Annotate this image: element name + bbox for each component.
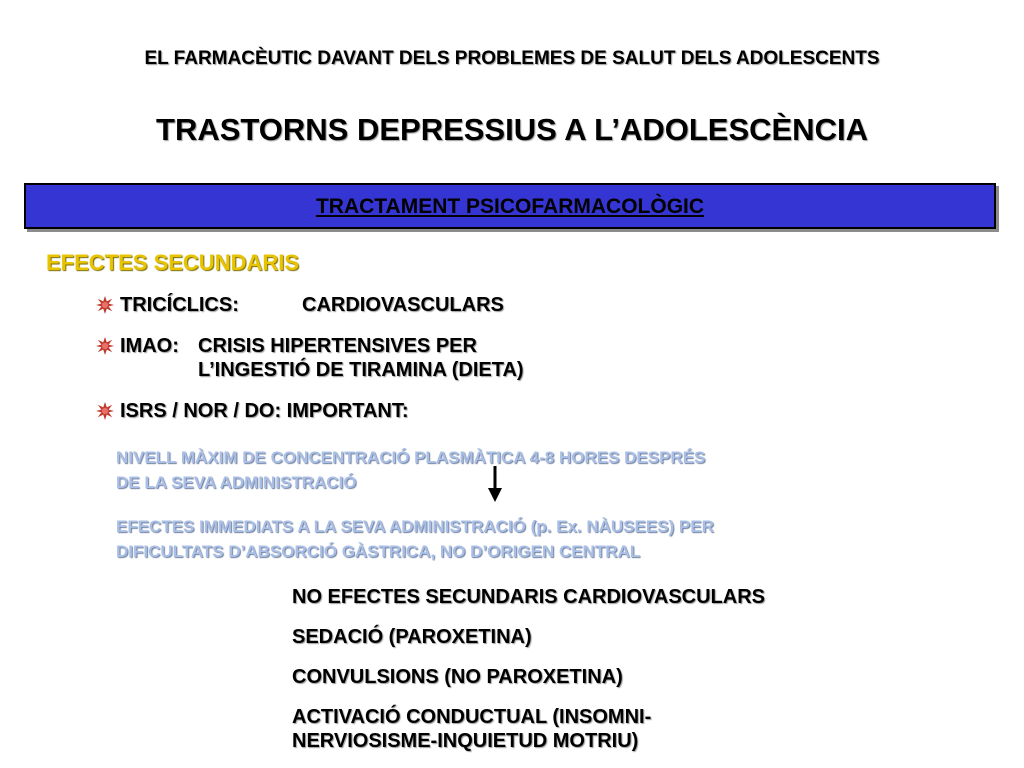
bullet-term: TRICÍCLICS: — [120, 294, 239, 316]
effect-sedation: SEDACIÓ (PAROXETINA) — [292, 626, 532, 648]
slide-supertitle: EL FARMACÈUTIC DAVANT DELS PROBLEMES DE SALUT DELS ADOLESCENTS — [144, 48, 880, 69]
note-concentration-2: DE LA SEVA ADMINISTRACIÓ — [116, 473, 357, 492]
banner-label: TRACTAMENT PSICOFARMACOLÒGIC — [315, 195, 705, 218]
section-banner — [24, 183, 996, 229]
bullet-desc: CARDIOVASCULARS — [302, 294, 504, 316]
effect-activation-2: NERVIOSISME-INQUIETUD MOTRIU) — [292, 730, 639, 752]
bullet-tricyclics — [120, 294, 504, 317]
bullet-isrs: ISRS / NOR / DO: IMPORTANT: — [120, 400, 409, 422]
red-starburst-icon — [96, 337, 114, 355]
note-concentration-1: NIVELL MÀXIM DE CONCENTRACIÓ PLASMÀTICA 4-8 HORES DESPRÉS — [116, 448, 706, 467]
bullet-imao-desc-1: CRISIS HIPERTENSIVES PER — [198, 335, 477, 357]
effect-activation-1: ACTIVACIÓ CONDUCTUAL (INSOMNI- — [292, 706, 652, 728]
bullet-imao-desc-2: L’INGESTIÓ DE TIRAMINA (DIETA) — [198, 359, 524, 381]
down-arrow-icon — [487, 466, 503, 502]
slide-title: TRASTORNS DEPRESSIUS A L’ADOLESCÈNCIA — [156, 112, 868, 147]
red-starburst-icon — [96, 402, 114, 420]
note-immediate-2: DIFICULTATS D’ABSORCIÓ GÀSTRICA, NO D’ORIGEN CENTRAL — [116, 542, 641, 561]
effect-no-cardiovascular: NO EFECTES SECUNDARIS CARDIOVASCULARS — [292, 586, 765, 608]
red-starburst-icon — [96, 296, 114, 314]
effect-convulsions: CONVULSIONS (NO PAROXETINA) — [292, 666, 623, 688]
section-heading: EFECTES SECUNDARIS — [46, 250, 300, 275]
note-immediate-1: EFECTES IMMEDIATS A LA SEVA ADMINISTRACIÓ (p. Ex. NÀUSEES) PER — [116, 517, 714, 536]
bullet-imao-term: IMAO: — [120, 335, 179, 357]
